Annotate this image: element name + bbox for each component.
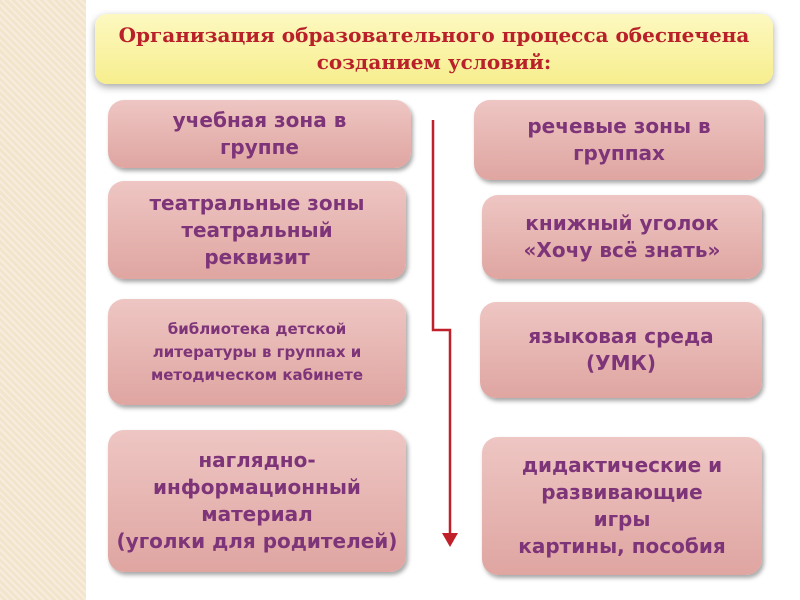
decorative-side-strip [0, 0, 86, 600]
box-library [108, 299, 406, 405]
box-book-corner [482, 195, 762, 279]
box-didactic-games-label: дидактические и развивающие игры картины, пособия [518, 453, 726, 558]
box-visual-info-label: наглядно- информационный материал (уголки для родителей) [116, 448, 398, 553]
title-banner [95, 14, 773, 84]
box-speech-zones-label: речевые зоны в группах [527, 114, 711, 165]
box-book-corner-label: книжный уголок «Хочу всё знать» [523, 211, 721, 262]
box-theatre-zones-label: театральные зоны театральный реквизит [149, 190, 365, 269]
box-didactic-games [482, 437, 762, 575]
arrow-line [433, 120, 450, 540]
box-study-zone-label: учебная зона в группе [172, 108, 347, 159]
box-language-environment [480, 302, 762, 398]
box-library-label: библиотека детской литературы в группах и методическом кабинете [150, 319, 364, 384]
down-arrow-connector [420, 115, 480, 555]
box-study-zone [108, 100, 411, 168]
slide-title: Организация образовательного процесса обеспечена созданием условий: [118, 23, 750, 74]
box-visual-info [108, 430, 406, 572]
box-theatre-zones [108, 181, 406, 279]
box-speech-zones [474, 100, 764, 180]
arrow-head [442, 533, 458, 547]
box-language-environment-label: языковая среда (УМК) [528, 324, 714, 375]
